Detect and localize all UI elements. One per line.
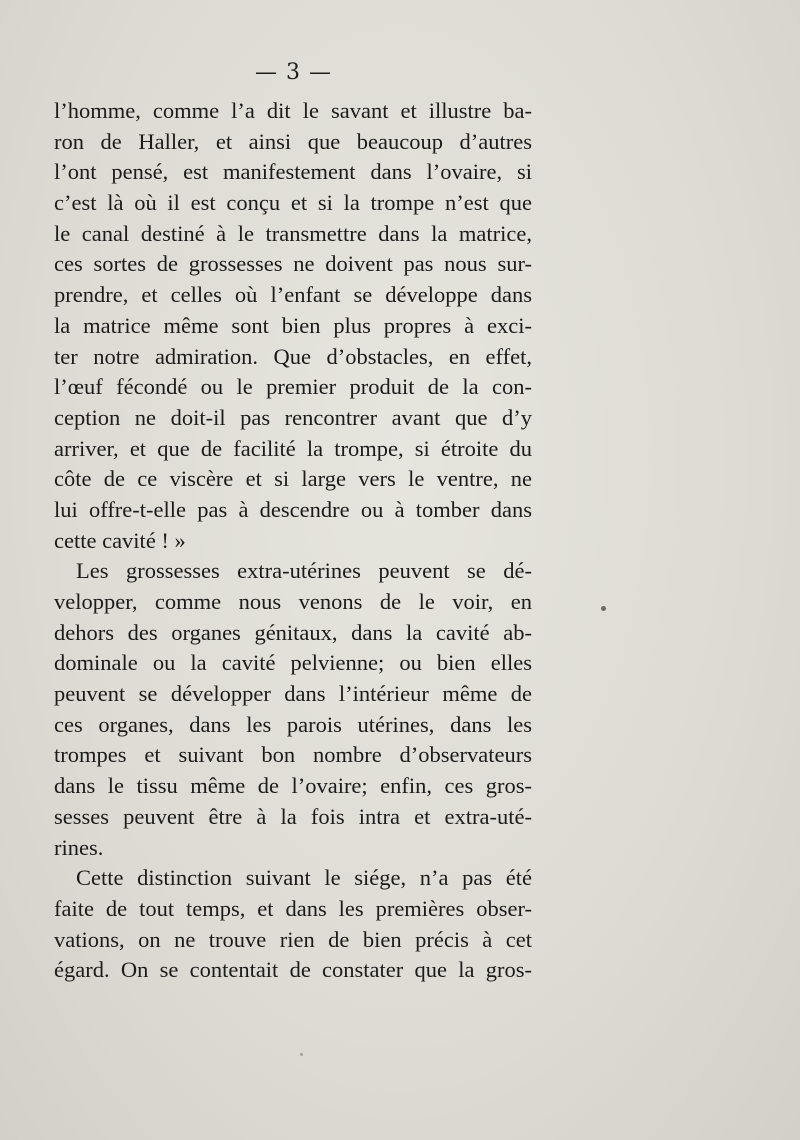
text-line: ces organes, dans les parois utérines, dans les — [54, 711, 532, 737]
text-line: l’homme, comme l’a dit le savant et illustre ba- — [54, 98, 532, 123]
text-line: peuvent se développer dans l’intérieur même de — [54, 681, 532, 707]
text-line: ter notre admiration. Que d’obstacles, en effet, — [54, 343, 532, 369]
text-line: Cette distinction suivant le siége, n’a pas été — [76, 865, 532, 891]
text-line: c’est là où il est conçu et si la trompe n’est que — [54, 190, 532, 216]
text-line: rines. — [54, 834, 104, 860]
text-line: sesses peuvent être à la fois intra et extra-uté- — [54, 803, 532, 829]
text-line: égard. On se contentait de constater que la gros- — [54, 957, 532, 983]
text-line: le canal destiné à le transmettre dans la matrice, — [54, 220, 532, 246]
text-line: dehors des organes génitaux, dans la cavité ab- — [54, 619, 532, 645]
text-line: velopper, comme nous venons de le voir, en — [54, 589, 532, 614]
text-line: trompes et suivant bon nombre d’observateurs — [54, 742, 532, 768]
text-line: l’ont pensé, est manifestement dans l’ovaire, si — [54, 159, 532, 185]
body-text — [54, 96, 532, 986]
text-line: vations, on ne trouve rien de bien précis à cet — [54, 926, 532, 952]
paper-speck — [300, 1053, 303, 1056]
text-line: faite de tout temps, et dans les premières obser- — [54, 895, 532, 921]
text-line: Les grossesses extra-utérines peuvent se dé- — [76, 558, 532, 584]
text-line: arriver, et que de facilité la trompe, si étroite du — [54, 435, 532, 461]
text-line: dominale ou la cavité pelvienne; ou bien elles — [54, 650, 532, 676]
text-line: prendre, et celles où l’enfant se développe dans — [54, 282, 532, 308]
text-line: cette cavité ! » — [54, 527, 186, 553]
text-line: l’œuf fécondé ou le premier produit de la con- — [54, 374, 532, 400]
text-line: ception ne doit-il pas rencontrer avant que d’y — [54, 404, 532, 430]
text-line: la matrice même sont bien plus propres à exci- — [54, 312, 532, 338]
text-line: dans le tissu même de l’ovaire; enfin, ces gros- — [54, 773, 532, 799]
text-line: ces sortes de grossesses ne doivent pas nous sur- — [54, 251, 532, 277]
page-number: — 3 — — [255, 60, 332, 85]
text-line: côte de ce viscère et si large vers le ventre, ne — [54, 466, 532, 492]
text-line: lui offre-t-elle pas à descendre ou à tomber dans — [54, 496, 532, 522]
paper-speck — [601, 606, 606, 611]
text-line: ron de Haller, et ainsi que beaucoup d’autres — [54, 128, 532, 154]
